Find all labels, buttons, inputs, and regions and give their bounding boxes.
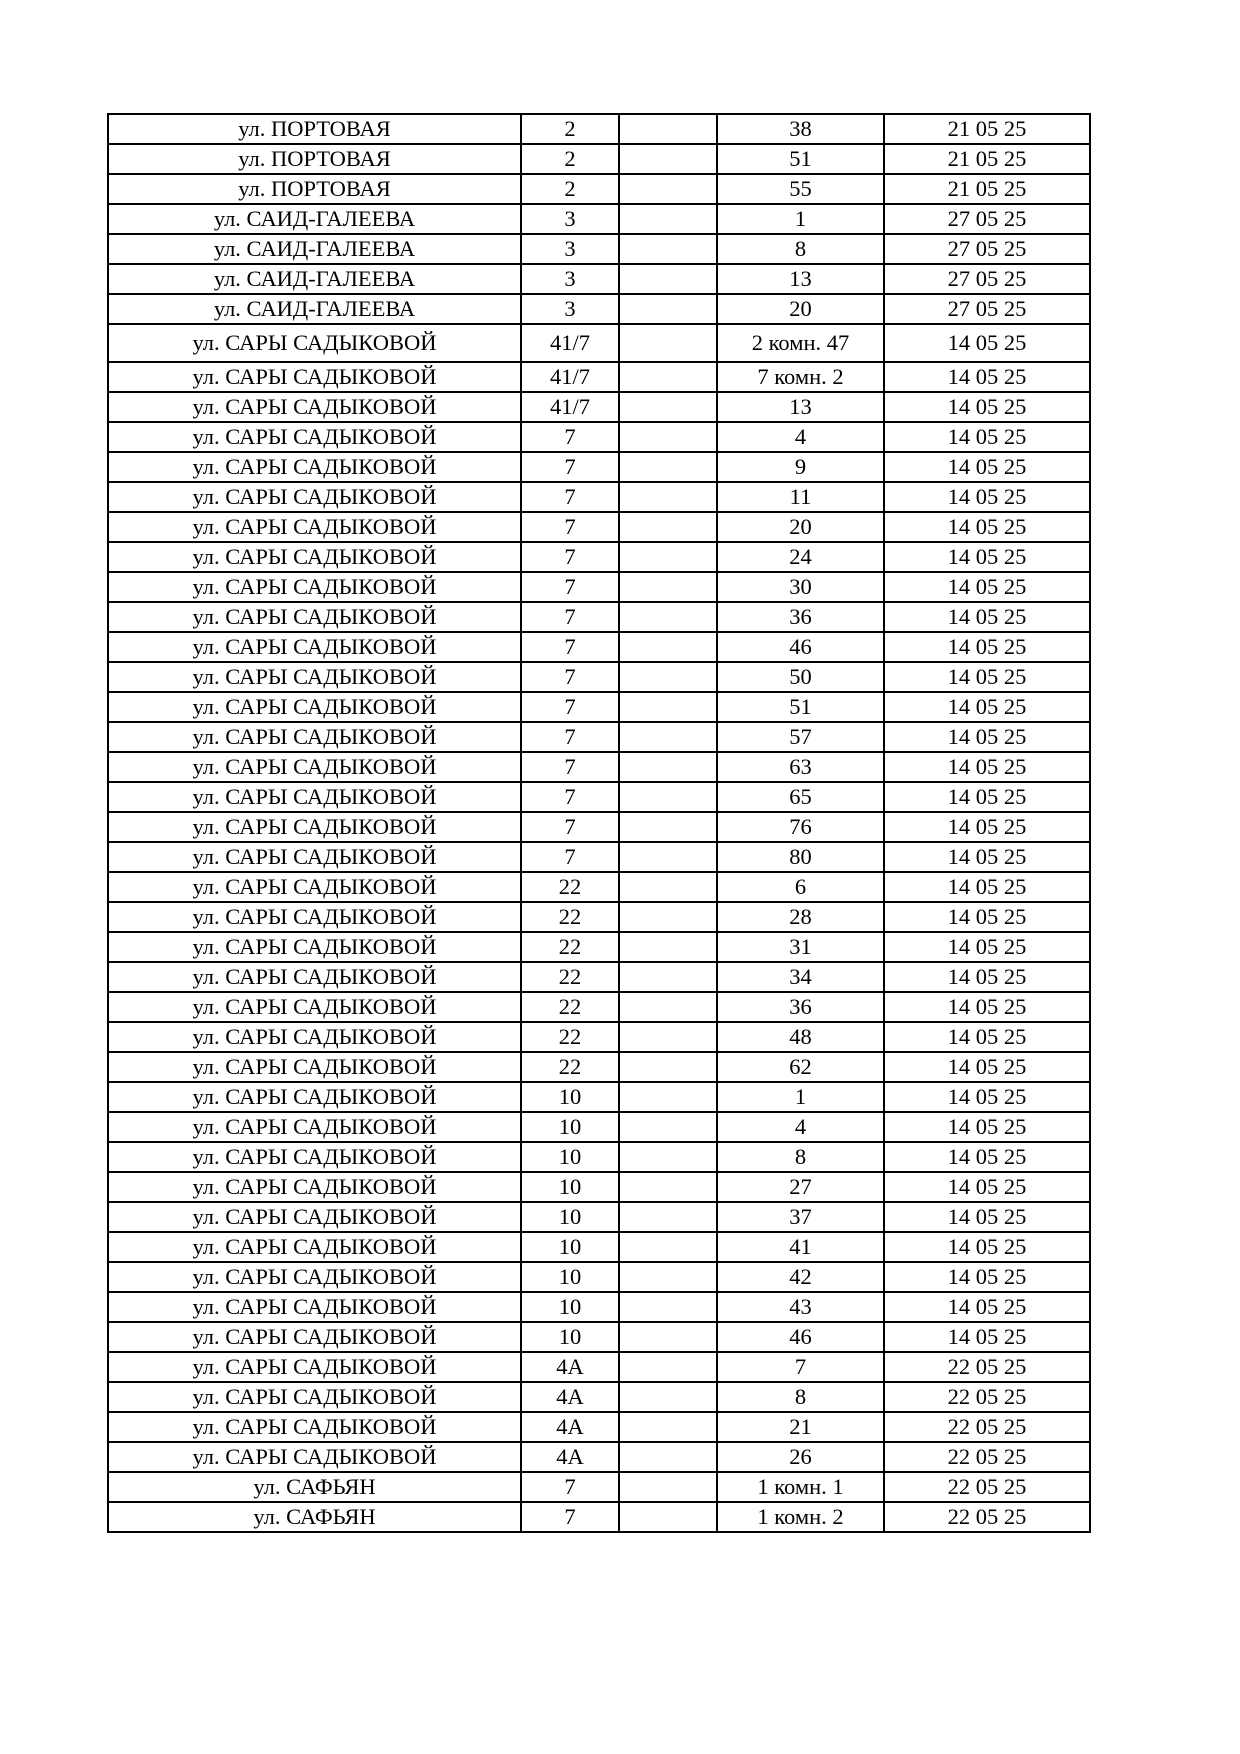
street-cell: ул. ПОРТОВАЯ xyxy=(108,174,521,204)
table-row xyxy=(108,962,1090,992)
apartment-cell: 51 xyxy=(717,144,884,174)
empty-cell xyxy=(619,1232,717,1262)
empty-cell xyxy=(619,1502,717,1532)
table-row xyxy=(108,264,1090,294)
apartment-cell: 24 xyxy=(717,542,884,572)
date-cell: 27 05 25 xyxy=(884,234,1090,264)
apartment-cell: 13 xyxy=(717,264,884,294)
table-row xyxy=(108,932,1090,962)
date-cell: 27 05 25 xyxy=(884,264,1090,294)
street-cell: ул. САИД-ГАЛЕЕВА xyxy=(108,234,521,264)
empty-cell xyxy=(619,1352,717,1382)
date-cell: 14 05 25 xyxy=(884,1202,1090,1232)
house-number-cell: 7 xyxy=(521,572,619,602)
apartment-cell: 51 xyxy=(717,692,884,722)
empty-cell xyxy=(619,1262,717,1292)
empty-cell xyxy=(619,1292,717,1322)
empty-cell xyxy=(619,294,717,324)
empty-cell xyxy=(619,324,717,362)
empty-cell xyxy=(619,932,717,962)
table-row xyxy=(108,872,1090,902)
house-number-cell: 4А xyxy=(521,1352,619,1382)
date-cell: 22 05 25 xyxy=(884,1382,1090,1412)
table-row xyxy=(108,144,1090,174)
apartment-cell: 76 xyxy=(717,812,884,842)
street-cell: ул. САИД-ГАЛЕЕВА xyxy=(108,204,521,234)
street-cell: ул. САРЫ САДЫКОВОЙ xyxy=(108,962,521,992)
empty-cell xyxy=(619,1322,717,1352)
house-number-cell: 7 xyxy=(521,842,619,872)
empty-cell xyxy=(619,572,717,602)
house-number-cell: 22 xyxy=(521,962,619,992)
street-cell: ул. САРЫ САДЫКОВОЙ xyxy=(108,1382,521,1412)
street-cell: ул. САРЫ САДЫКОВОЙ xyxy=(108,1082,521,1112)
apartment-cell: 50 xyxy=(717,662,884,692)
date-cell: 14 05 25 xyxy=(884,392,1090,422)
date-cell: 14 05 25 xyxy=(884,782,1090,812)
table-row xyxy=(108,1052,1090,1082)
empty-cell xyxy=(619,1052,717,1082)
apartment-cell: 31 xyxy=(717,932,884,962)
table-row xyxy=(108,1232,1090,1262)
table-row xyxy=(108,1112,1090,1142)
house-number-cell: 22 xyxy=(521,902,619,932)
table-row xyxy=(108,324,1090,362)
date-cell: 27 05 25 xyxy=(884,294,1090,324)
empty-cell xyxy=(619,902,717,932)
empty-cell xyxy=(619,632,717,662)
house-number-cell: 4А xyxy=(521,1412,619,1442)
table-row xyxy=(108,902,1090,932)
apartment-cell: 65 xyxy=(717,782,884,812)
empty-cell xyxy=(619,752,717,782)
apartment-cell: 38 xyxy=(717,114,884,144)
apartment-cell: 36 xyxy=(717,602,884,632)
street-cell: ул. САРЫ САДЫКОВОЙ xyxy=(108,872,521,902)
table-row xyxy=(108,992,1090,1022)
street-cell: ул. САРЫ САДЫКОВОЙ xyxy=(108,1412,521,1442)
table-row xyxy=(108,1382,1090,1412)
table-row xyxy=(108,782,1090,812)
street-cell: ул. САРЫ САДЫКОВОЙ xyxy=(108,452,521,482)
table-row xyxy=(108,692,1090,722)
address-table xyxy=(107,113,1091,1533)
date-cell: 22 05 25 xyxy=(884,1442,1090,1472)
apartment-cell: 46 xyxy=(717,632,884,662)
apartment-cell: 21 xyxy=(717,1412,884,1442)
empty-cell xyxy=(619,482,717,512)
street-cell: ул. САРЫ САДЫКОВОЙ xyxy=(108,992,521,1022)
house-number-cell: 3 xyxy=(521,264,619,294)
date-cell: 14 05 25 xyxy=(884,632,1090,662)
empty-cell xyxy=(619,1142,717,1172)
date-cell: 14 05 25 xyxy=(884,1292,1090,1322)
table-row xyxy=(108,174,1090,204)
empty-cell xyxy=(619,264,717,294)
street-cell: ул. САРЫ САДЫКОВОЙ xyxy=(108,512,521,542)
house-number-cell: 22 xyxy=(521,1022,619,1052)
date-cell: 21 05 25 xyxy=(884,174,1090,204)
empty-cell xyxy=(619,812,717,842)
street-cell: ул. САРЫ САДЫКОВОЙ xyxy=(108,1142,521,1172)
empty-cell xyxy=(619,692,717,722)
street-cell: ул. САРЫ САДЫКОВОЙ xyxy=(108,324,521,362)
house-number-cell: 7 xyxy=(521,482,619,512)
house-number-cell: 7 xyxy=(521,812,619,842)
apartment-cell: 42 xyxy=(717,1262,884,1292)
apartment-cell: 36 xyxy=(717,992,884,1022)
date-cell: 14 05 25 xyxy=(884,1142,1090,1172)
apartment-cell: 2 комн. 47 xyxy=(717,324,884,362)
table-row xyxy=(108,572,1090,602)
date-cell: 14 05 25 xyxy=(884,1022,1090,1052)
house-number-cell: 22 xyxy=(521,872,619,902)
street-cell: ул. САРЫ САДЫКОВОЙ xyxy=(108,812,521,842)
table-row xyxy=(108,362,1090,392)
house-number-cell: 7 xyxy=(521,422,619,452)
street-cell: ул. САРЫ САДЫКОВОЙ xyxy=(108,422,521,452)
empty-cell xyxy=(619,174,717,204)
apartment-cell: 26 xyxy=(717,1442,884,1472)
table-row xyxy=(108,542,1090,572)
street-cell: ул. САРЫ САДЫКОВОЙ xyxy=(108,932,521,962)
street-cell: ул. САРЫ САДЫКОВОЙ xyxy=(108,1262,521,1292)
empty-cell xyxy=(619,1172,717,1202)
date-cell: 14 05 25 xyxy=(884,602,1090,632)
empty-cell xyxy=(619,992,717,1022)
house-number-cell: 10 xyxy=(521,1172,619,1202)
apartment-cell: 8 xyxy=(717,234,884,264)
table-row xyxy=(108,392,1090,422)
table-row xyxy=(108,1502,1090,1532)
empty-cell xyxy=(619,1022,717,1052)
table-row xyxy=(108,1442,1090,1472)
house-number-cell: 7 xyxy=(521,662,619,692)
house-number-cell: 2 xyxy=(521,174,619,204)
empty-cell xyxy=(619,962,717,992)
house-number-cell: 41/7 xyxy=(521,324,619,362)
house-number-cell: 10 xyxy=(521,1232,619,1262)
street-cell: ул. САРЫ САДЫКОВОЙ xyxy=(108,1232,521,1262)
street-cell: ул. САРЫ САДЫКОВОЙ xyxy=(108,572,521,602)
apartment-cell: 63 xyxy=(717,752,884,782)
apartment-cell: 57 xyxy=(717,722,884,752)
house-number-cell: 10 xyxy=(521,1112,619,1142)
date-cell: 14 05 25 xyxy=(884,842,1090,872)
empty-cell xyxy=(619,1112,717,1142)
table-row xyxy=(108,632,1090,662)
date-cell: 14 05 25 xyxy=(884,962,1090,992)
table-row xyxy=(108,1082,1090,1112)
apartment-cell: 55 xyxy=(717,174,884,204)
apartment-cell: 43 xyxy=(717,1292,884,1322)
date-cell: 22 05 25 xyxy=(884,1352,1090,1382)
empty-cell xyxy=(619,1082,717,1112)
street-cell: ул. САРЫ САДЫКОВОЙ xyxy=(108,1292,521,1322)
date-cell: 14 05 25 xyxy=(884,812,1090,842)
street-cell: ул. САРЫ САДЫКОВОЙ xyxy=(108,1352,521,1382)
street-cell: ул. САРЫ САДЫКОВОЙ xyxy=(108,1442,521,1472)
house-number-cell: 3 xyxy=(521,294,619,324)
empty-cell xyxy=(619,1412,717,1442)
street-cell: ул. ПОРТОВАЯ xyxy=(108,144,521,174)
street-cell: ул. САРЫ САДЫКОВОЙ xyxy=(108,1052,521,1082)
empty-cell xyxy=(619,114,717,144)
table-row xyxy=(108,1022,1090,1052)
house-number-cell: 7 xyxy=(521,692,619,722)
date-cell: 14 05 25 xyxy=(884,572,1090,602)
date-cell: 14 05 25 xyxy=(884,482,1090,512)
table-row xyxy=(108,1172,1090,1202)
date-cell: 21 05 25 xyxy=(884,144,1090,174)
apartment-cell: 48 xyxy=(717,1022,884,1052)
street-cell: ул. САРЫ САДЫКОВОЙ xyxy=(108,902,521,932)
table-row xyxy=(108,1142,1090,1172)
apartment-cell: 28 xyxy=(717,902,884,932)
apartment-cell: 1 xyxy=(717,204,884,234)
house-number-cell: 7 xyxy=(521,512,619,542)
date-cell: 14 05 25 xyxy=(884,1232,1090,1262)
apartment-cell: 7 комн. 2 xyxy=(717,362,884,392)
table-row xyxy=(108,812,1090,842)
table-row xyxy=(108,114,1090,144)
street-cell: ул. САРЫ САДЫКОВОЙ xyxy=(108,1172,521,1202)
table-row xyxy=(108,722,1090,752)
date-cell: 14 05 25 xyxy=(884,992,1090,1022)
empty-cell xyxy=(619,602,717,632)
empty-cell xyxy=(619,204,717,234)
date-cell: 27 05 25 xyxy=(884,204,1090,234)
street-cell: ул. САРЫ САДЫКОВОЙ xyxy=(108,1022,521,1052)
empty-cell xyxy=(619,1442,717,1472)
house-number-cell: 22 xyxy=(521,992,619,1022)
date-cell: 22 05 25 xyxy=(884,1502,1090,1532)
apartment-cell: 46 xyxy=(717,1322,884,1352)
apartment-cell: 1 комн. 1 xyxy=(717,1472,884,1502)
table-row xyxy=(108,452,1090,482)
date-cell: 14 05 25 xyxy=(884,512,1090,542)
house-number-cell: 22 xyxy=(521,932,619,962)
street-cell: ул. САРЫ САДЫКОВОЙ xyxy=(108,482,521,512)
apartment-cell: 27 xyxy=(717,1172,884,1202)
street-cell: ул. САРЫ САДЫКОВОЙ xyxy=(108,602,521,632)
house-number-cell: 10 xyxy=(521,1202,619,1232)
street-cell: ул. САРЫ САДЫКОВОЙ xyxy=(108,692,521,722)
street-cell: ул. САРЫ САДЫКОВОЙ xyxy=(108,1112,521,1142)
apartment-cell: 20 xyxy=(717,512,884,542)
table-row xyxy=(108,1202,1090,1232)
house-number-cell: 10 xyxy=(521,1082,619,1112)
street-cell: ул. САФЬЯН xyxy=(108,1502,521,1532)
date-cell: 14 05 25 xyxy=(884,662,1090,692)
apartment-cell: 4 xyxy=(717,1112,884,1142)
table-row xyxy=(108,1412,1090,1442)
street-cell: ул. САИД-ГАЛЕЕВА xyxy=(108,264,521,294)
date-cell: 14 05 25 xyxy=(884,1052,1090,1082)
house-number-cell: 7 xyxy=(521,602,619,632)
date-cell: 14 05 25 xyxy=(884,452,1090,482)
date-cell: 22 05 25 xyxy=(884,1472,1090,1502)
empty-cell xyxy=(619,542,717,572)
date-cell: 14 05 25 xyxy=(884,932,1090,962)
house-number-cell: 3 xyxy=(521,204,619,234)
street-cell: ул. ПОРТОВАЯ xyxy=(108,114,521,144)
date-cell: 14 05 25 xyxy=(884,324,1090,362)
house-number-cell: 7 xyxy=(521,722,619,752)
date-cell: 14 05 25 xyxy=(884,1112,1090,1142)
date-cell: 14 05 25 xyxy=(884,1262,1090,1292)
street-cell: ул. САРЫ САДЫКОВОЙ xyxy=(108,752,521,782)
house-number-cell: 2 xyxy=(521,144,619,174)
table-row xyxy=(108,1352,1090,1382)
street-cell: ул. САФЬЯН xyxy=(108,1472,521,1502)
empty-cell xyxy=(619,392,717,422)
date-cell: 14 05 25 xyxy=(884,362,1090,392)
table-row xyxy=(108,1292,1090,1322)
house-number-cell: 7 xyxy=(521,782,619,812)
apartment-cell: 8 xyxy=(717,1142,884,1172)
table-row xyxy=(108,482,1090,512)
house-number-cell: 7 xyxy=(521,542,619,572)
empty-cell xyxy=(619,1472,717,1502)
empty-cell xyxy=(619,512,717,542)
apartment-cell: 34 xyxy=(717,962,884,992)
house-number-cell: 41/7 xyxy=(521,362,619,392)
house-number-cell: 2 xyxy=(521,114,619,144)
table-row xyxy=(108,1262,1090,1292)
empty-cell xyxy=(619,362,717,392)
street-cell: ул. САРЫ САДЫКОВОЙ xyxy=(108,842,521,872)
house-number-cell: 7 xyxy=(521,752,619,782)
empty-cell xyxy=(619,452,717,482)
date-cell: 14 05 25 xyxy=(884,872,1090,902)
apartment-cell: 9 xyxy=(717,452,884,482)
apartment-cell: 41 xyxy=(717,1232,884,1262)
apartment-cell: 30 xyxy=(717,572,884,602)
date-cell: 14 05 25 xyxy=(884,1172,1090,1202)
table-row xyxy=(108,294,1090,324)
street-cell: ул. САРЫ САДЫКОВОЙ xyxy=(108,1202,521,1232)
date-cell: 14 05 25 xyxy=(884,752,1090,782)
street-cell: ул. САРЫ САДЫКОВОЙ xyxy=(108,722,521,752)
house-number-cell: 3 xyxy=(521,234,619,264)
table-row xyxy=(108,842,1090,872)
apartment-cell: 62 xyxy=(717,1052,884,1082)
apartment-cell: 13 xyxy=(717,392,884,422)
street-cell: ул. САРЫ САДЫКОВОЙ xyxy=(108,1322,521,1352)
table-row xyxy=(108,1322,1090,1352)
apartment-cell: 6 xyxy=(717,872,884,902)
house-number-cell: 7 xyxy=(521,1502,619,1532)
date-cell: 14 05 25 xyxy=(884,422,1090,452)
empty-cell xyxy=(619,662,717,692)
apartment-cell: 7 xyxy=(717,1352,884,1382)
empty-cell xyxy=(619,144,717,174)
street-cell: ул. САРЫ САДЫКОВОЙ xyxy=(108,542,521,572)
house-number-cell: 10 xyxy=(521,1292,619,1322)
table-row xyxy=(108,752,1090,782)
street-cell: ул. САИД-ГАЛЕЕВА xyxy=(108,294,521,324)
date-cell: 14 05 25 xyxy=(884,1322,1090,1352)
apartment-cell: 20 xyxy=(717,294,884,324)
date-cell: 14 05 25 xyxy=(884,692,1090,722)
house-number-cell: 7 xyxy=(521,452,619,482)
apartment-cell: 1 xyxy=(717,1082,884,1112)
apartment-cell: 11 xyxy=(717,482,884,512)
empty-cell xyxy=(619,842,717,872)
table-row xyxy=(108,512,1090,542)
street-cell: ул. САРЫ САДЫКОВОЙ xyxy=(108,662,521,692)
apartment-cell: 1 комн. 2 xyxy=(717,1502,884,1532)
date-cell: 21 05 25 xyxy=(884,114,1090,144)
date-cell: 14 05 25 xyxy=(884,1082,1090,1112)
date-cell: 14 05 25 xyxy=(884,902,1090,932)
street-cell: ул. САРЫ САДЫКОВОЙ xyxy=(108,632,521,662)
table-row xyxy=(108,234,1090,264)
street-cell: ул. САРЫ САДЫКОВОЙ xyxy=(108,392,521,422)
table-row xyxy=(108,602,1090,632)
street-cell: ул. САРЫ САДЫКОВОЙ xyxy=(108,362,521,392)
empty-cell xyxy=(619,422,717,452)
apartment-cell: 37 xyxy=(717,1202,884,1232)
empty-cell xyxy=(619,1382,717,1412)
table-row xyxy=(108,1472,1090,1502)
empty-cell xyxy=(619,722,717,752)
street-cell: ул. САРЫ САДЫКОВОЙ xyxy=(108,782,521,812)
address-table-body xyxy=(108,114,1090,1532)
empty-cell xyxy=(619,782,717,812)
apartment-cell: 80 xyxy=(717,842,884,872)
empty-cell xyxy=(619,872,717,902)
table-row xyxy=(108,422,1090,452)
empty-cell xyxy=(619,1202,717,1232)
house-number-cell: 41/7 xyxy=(521,392,619,422)
date-cell: 14 05 25 xyxy=(884,542,1090,572)
house-number-cell: 22 xyxy=(521,1052,619,1082)
empty-cell xyxy=(619,234,717,264)
house-number-cell: 4А xyxy=(521,1442,619,1472)
house-number-cell: 10 xyxy=(521,1142,619,1172)
house-number-cell: 7 xyxy=(521,1472,619,1502)
table-row xyxy=(108,204,1090,234)
date-cell: 22 05 25 xyxy=(884,1412,1090,1442)
apartment-cell: 8 xyxy=(717,1382,884,1412)
house-number-cell: 10 xyxy=(521,1322,619,1352)
table-row xyxy=(108,662,1090,692)
house-number-cell: 10 xyxy=(521,1262,619,1292)
house-number-cell: 7 xyxy=(521,632,619,662)
apartment-cell: 4 xyxy=(717,422,884,452)
house-number-cell: 4А xyxy=(521,1382,619,1412)
date-cell: 14 05 25 xyxy=(884,722,1090,752)
